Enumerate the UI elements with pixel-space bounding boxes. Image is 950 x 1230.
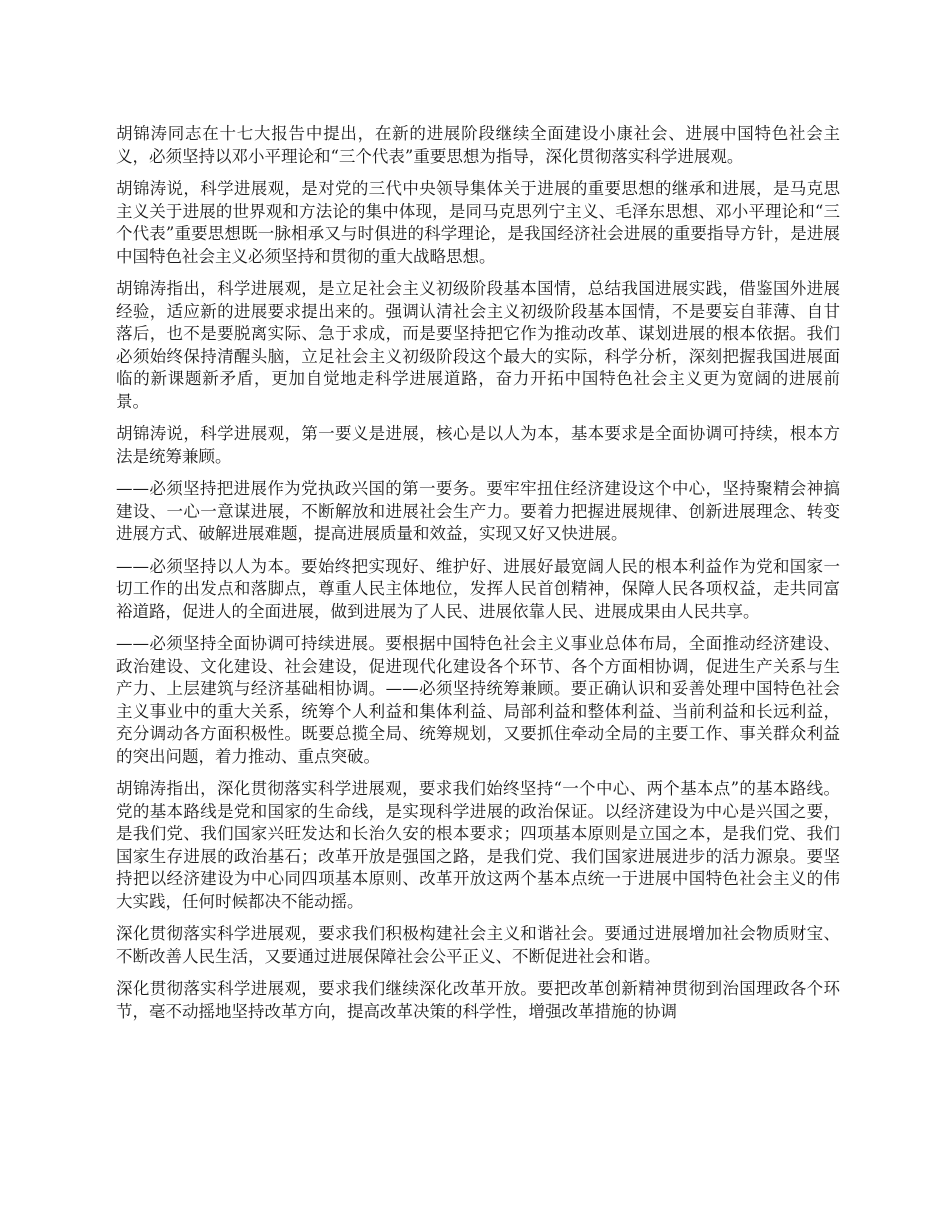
- paragraph: 胡锦涛说，科学进展观，第一要义是进展，核心是以人为本，基本要求是全面协调可持续，根本方法是统筹兼顾。: [116, 424, 840, 466]
- paragraph: 胡锦涛指出，科学进展观，是立足社会主义初级阶段基本国情，总结我国进展实践，借鉴国外进展经验，适应新的进展要求提出来的。强调认清社会主义初级阶段基本国情，不是要妄自菲薄、自甘落后，也不是要脱离实际、急于求成，而是要坚持把它作为推动改革、谋划进展的根本依据。我们必须始终保持清醒头脑，立足社会主义初级阶段这个最大的实际，科学分析，深刻把握我国进展面临的新课题新矛盾，更加自觉地走科学进展道路，奋力开拓中国特色社会主义更为宽阔的进展前景。: [116, 279, 840, 411]
- paragraph: ——必须坚持把进展作为党执政兴国的第一要务。要牢牢扭住经济建设这个中心，坚持聚精会神搞建设、一心一意谋进展，不断解放和进展社会生产力。要着力把握进展规律、创新进展理念、转变进展方式、破解进展难题，提高进展质量和效益，实现又好又快进展。: [116, 479, 840, 543]
- document-body: [116, 123, 840, 1033]
- paragraph: ——必须坚持全面协调可持续进展。要根据中国特色社会主义事业总体布局，全面推动经济建设、政治建设、文化建设、社会建设，促进现代化建设各个环节、各个方面相协调，促进生产关系与生产力、上层建筑与经济基础相协调。——必须坚持统筹兼顾。要正确认识和妥善处理中国特色社会主义事业中的重大关系，统筹个人利益和集体利益、局部利益和整体利益、当前利益和长远利益，充分调动各方面积极性。既要总揽全局、统筹规划，又要抓住牵动全局的主要工作、事关群众利益的突出问题，着力推动、重点突破。: [116, 634, 840, 766]
- paragraph: 深化贯彻落实科学进展观，要求我们继续深化改革开放。要把改革创新精神贯彻到治国理政各个环节，毫不动摇地坚持改革方向，提高改革决策的科学性，增强改革措施的协调: [116, 979, 840, 1021]
- paragraph: 胡锦涛同志在十七大报告中提出，在新的进展阶段继续全面建设小康社会、进展中国特色社会主义，必须坚持以邓小平理论和“三个代表”重要思想为指导，深化贯彻落实科学进展观。: [116, 124, 840, 166]
- paragraph: 胡锦涛说，科学进展观，是对党的三代中央领导集体关于进展的重要思想的继承和进展，是马克思主义关于进展的世界观和方法论的集中体现，是同马克思列宁主义、毛泽东思想、邓小平理论和“三个代表”重要思想既一脉相承又与时俱进的科学理论，是我国经济社会进展的重要指导方针，是进展中国特色社会主义必须坚持和贯彻的重大战略思想。: [116, 179, 840, 266]
- paragraph: ——必须坚持以人为本。要始终把实现好、维护好、进展好最宽阔人民的根本利益作为党和国家一切工作的出发点和落脚点，尊重人民主体地位，发挥人民首创精神，保障人民各项权益，走共同富裕道路，促进人的全面进展，做到进展为了人民、进展依靠人民、进展成果由人民共享。: [116, 556, 840, 621]
- paragraph: 胡锦涛指出，深化贯彻落实科学进展观，要求我们始终坚持“一个中心、两个基本点”的基本路线。党的基本路线是党和国家的生命线，是实现科学进展的政治保证。以经济建设为中心是兴国之要，是我们党、我们国家兴旺发达和长治久安的根本要求；四项基本原则是立国之本，是我们党、我们国家生存进展的政治基石；改革开放是强国之路，是我们党、我们国家进展进步的活力源泉。要坚持把以经济建设为中心同四项基本原则、改革开放这两个基本点统一于进展中国特色社会主义的伟大实践，任何时候都决不能动摇。: [116, 779, 840, 911]
- paragraph: 深化贯彻落实科学进展观，要求我们积极构建社会主义和谐社会。要通过进展增加社会物质财宝、不断改善人民生活，又要通过进展保障社会公平正义、不断促进社会和谐。: [116, 924, 840, 966]
